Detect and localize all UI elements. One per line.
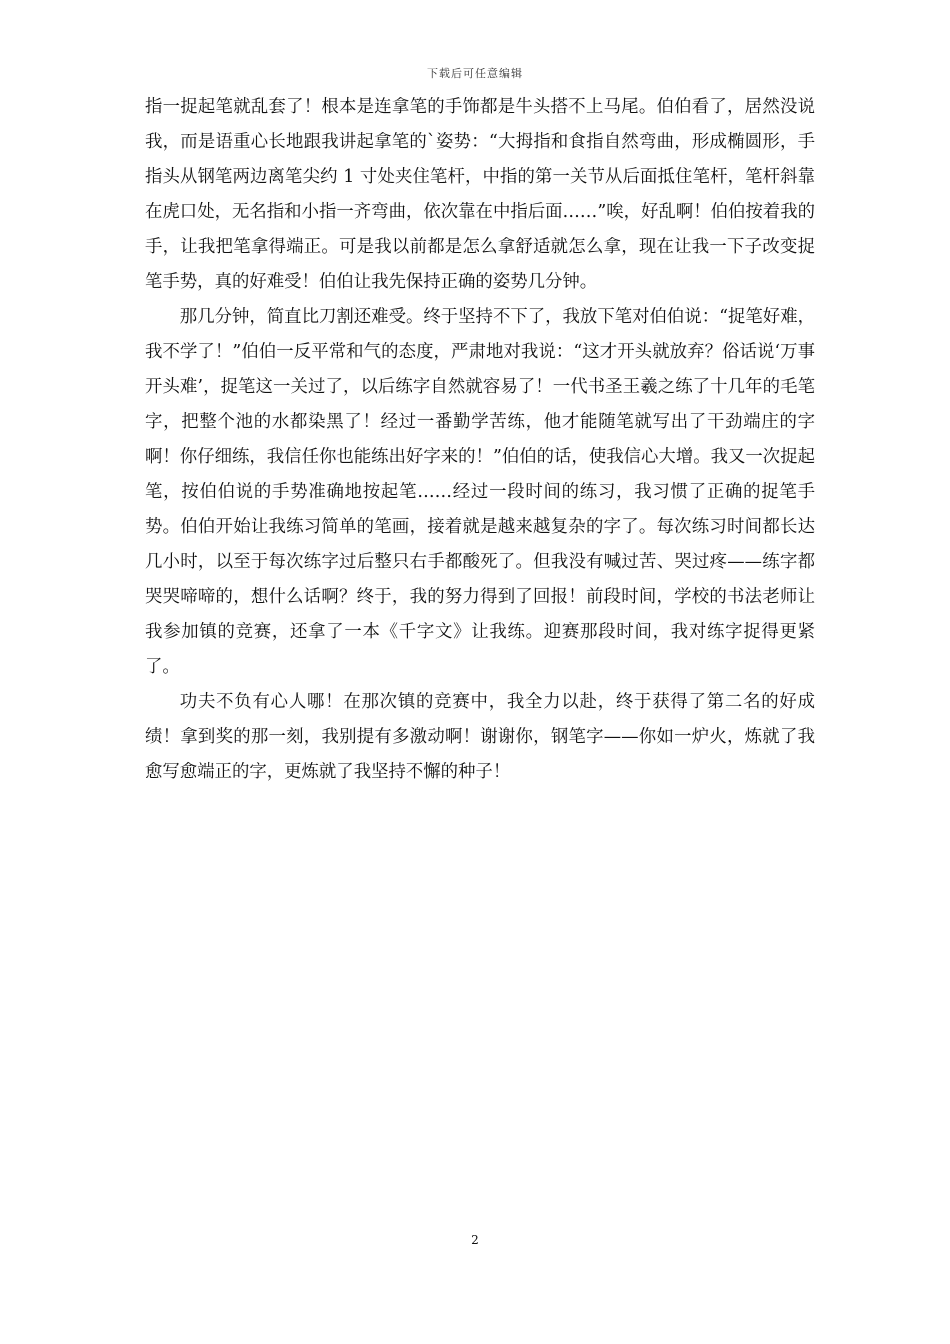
document-body <box>145 90 815 790</box>
paragraph-3: 功夫不负有心人哪！在那次镇的竞赛中，我全力以赴，终于获得了第二名的好成绩！拿到奖的那一刻，我别提有多激动啊！谢谢你，钢笔字——你如一炉火，炼就了我愈写愈端正的字，更炼就了我坚持不懈的种子！ <box>145 692 815 782</box>
paragraph-2: 那几分钟，简直比刀割还难受。终于坚持不下了，我放下笔对伯伯说：“捉笔好难，我不学了！”伯伯一反平常和气的态度，严肃地对我说：“这才开头就放弃？俗话说‘万事开头难’，捉笔这一关过了，以后练字自然就容易了！一代书圣王羲之练了十几年的毛笔字，把整个池的水都染黑了！经过一番勤学苦练，他才能随笔就写出了干劲端庄的字啊！你仔细练，我信任你也能练出好字来的！”伯伯的话，使我信心大增。我又一次捉起笔，按伯伯说的手势准确地按起笔……经过一段时间的练习，我习惯了正确的捉笔手势。伯伯开始让我练习简单的笔画，接着就是越来越复杂的字了。每次练习时间都长达几小时，以至于每次练字过后整只右手都酸死了。但我没有喊过苦、哭过疼——练字都哭哭啼啼的，想什么话啊？终于，我的努力得到了回报！前段时间，学校的书法老师让我参加镇的竞赛，还拿了一本《千字文》让我练。迎赛那段时间，我对练字捉得更紧了。 <box>145 307 815 677</box>
page-number: 2 <box>471 1233 479 1247</box>
page-header: 下载后可任意编辑 <box>427 67 523 80</box>
paragraph-1: 指一捉起笔就乱套了！根本是连拿笔的手饰都是牛头搭不上马尾。伯伯看了，居然没说我，而是语重心长地跟我讲起拿笔的`姿势：“大拇指和食指自然弯曲，形成椭圆形，手指头从钢笔两边离笔尖约 1 寸处夹住笔杆，中指的第一关节从后面抵住笔杆，笔杆斜靠在虎口处，无名指和小指一齐弯曲，依次靠在中指后面……”唉，好乱啊！伯伯按着我的手，让我把笔拿得端正。可是我以前都是怎么拿舒适就怎么拿，现在让我一下子改变捉笔手势，真的好难受！伯伯让我先保持正确的姿势几分钟。 <box>145 97 815 292</box>
